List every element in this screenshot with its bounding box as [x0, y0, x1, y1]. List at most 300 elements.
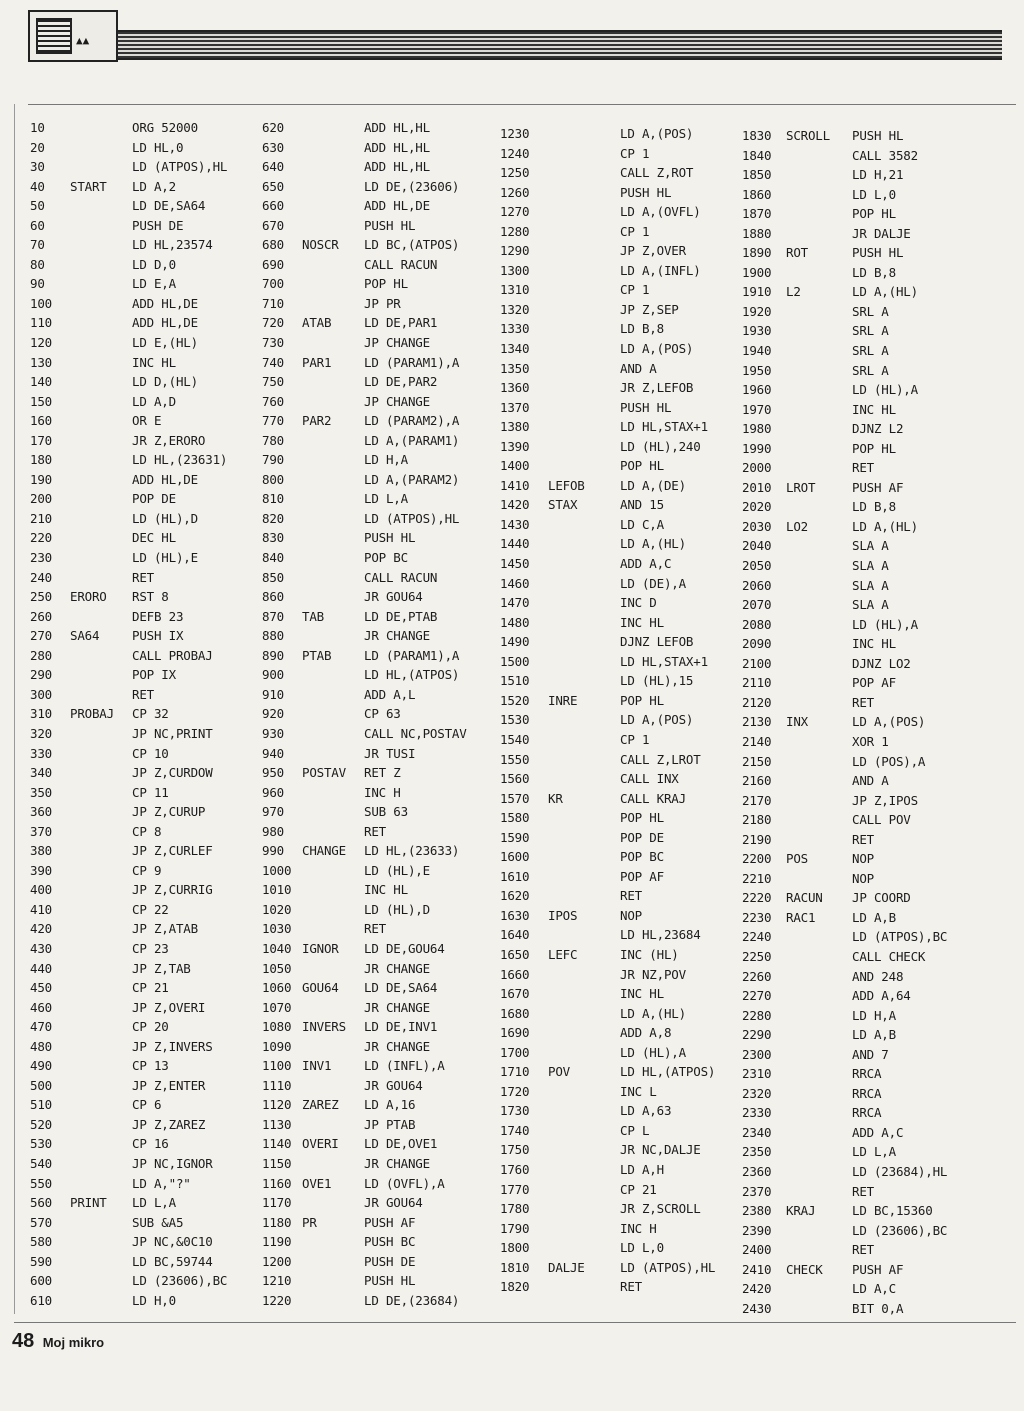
line-number: 890	[262, 647, 284, 663]
code-line	[500, 378, 715, 398]
code-line	[742, 1240, 947, 1260]
line-number: 570	[30, 1214, 52, 1230]
line-number: 1730	[500, 1103, 530, 1119]
line-label: KR	[548, 790, 563, 806]
instruction: LD (POS),A	[852, 753, 926, 769]
line-number: 1570	[500, 790, 530, 806]
code-line	[262, 1134, 467, 1154]
line-number: 520	[30, 1116, 52, 1132]
code-line	[30, 294, 227, 314]
code-line	[30, 1037, 227, 1057]
line-number: 2400	[742, 1242, 772, 1258]
instruction: SLA A	[852, 597, 889, 613]
code-line	[30, 763, 227, 783]
line-label: INX	[786, 714, 808, 730]
code-line	[500, 319, 715, 339]
instruction: SLA A	[852, 538, 889, 554]
instruction: RET	[132, 686, 154, 702]
code-line	[742, 1201, 947, 1221]
line-number: 2340	[742, 1124, 772, 1140]
instruction: XOR 1	[852, 733, 889, 749]
code-line	[500, 984, 715, 1004]
line-number: 670	[262, 217, 284, 233]
code-line	[742, 400, 947, 420]
instruction: CALL RACUN	[364, 569, 438, 585]
code-line	[30, 998, 227, 1018]
line-number: 1500	[500, 653, 530, 669]
instruction: CALL KRAJ	[620, 790, 686, 806]
line-number: 10	[30, 120, 45, 135]
code-line	[742, 947, 947, 967]
instruction: CALL PROBAJ	[132, 647, 213, 663]
code-line	[500, 613, 715, 633]
line-number: 1610	[500, 868, 530, 884]
line-number: 2250	[742, 948, 772, 964]
line-number: 820	[262, 510, 284, 526]
code-line	[500, 222, 715, 242]
instruction: NOP	[852, 870, 874, 886]
code-line	[262, 900, 467, 920]
line-number: 1090	[262, 1038, 292, 1054]
code-line	[742, 282, 947, 302]
line-number: 280	[30, 647, 52, 663]
instruction: LD L,0	[620, 1240, 664, 1256]
instruction: JR TUSI	[364, 745, 416, 761]
instruction: JP Z,CURDOW	[132, 765, 213, 781]
instruction: RST 8	[132, 589, 169, 605]
line-label: ZAREZ	[302, 1097, 339, 1113]
line-number: 1210	[262, 1273, 292, 1289]
instruction: CALL Z,ROT	[620, 165, 694, 181]
instruction: DJNZ L2	[852, 421, 904, 437]
instruction: RET	[132, 569, 154, 585]
code-line	[500, 534, 715, 554]
code-line	[262, 1017, 467, 1037]
code-line	[30, 919, 227, 939]
line-number: 680	[262, 237, 284, 253]
line-number: 1350	[500, 360, 530, 376]
line-number: 1220	[262, 1292, 292, 1308]
line-number: 2410	[742, 1261, 772, 1277]
instruction: POP IX	[132, 667, 176, 683]
magazine-name: Moj mikro	[42, 1335, 105, 1350]
code-line	[262, 880, 467, 900]
line-number: 740	[262, 354, 284, 370]
line-number: 2160	[742, 773, 772, 789]
instruction: LD L,0	[852, 186, 896, 202]
line-label: LEFOB	[548, 477, 585, 493]
code-line	[742, 302, 947, 322]
line-number: 1450	[500, 556, 530, 572]
code-line	[742, 712, 947, 732]
code-line	[30, 861, 227, 881]
line-label: PTAB	[302, 647, 332, 663]
instruction: JP PTAB	[364, 1116, 416, 1132]
line-number: 480	[30, 1038, 52, 1054]
line-number: 1290	[500, 243, 530, 259]
line-number: 1920	[742, 303, 772, 319]
instruction: RRCA	[852, 1105, 882, 1121]
instruction: AND A	[852, 773, 889, 789]
code-line	[262, 548, 467, 568]
code-line	[742, 1025, 947, 1045]
instruction: LD H,A	[852, 1007, 896, 1023]
code-line	[742, 830, 947, 850]
instruction: JP Z,ZAREZ	[132, 1116, 206, 1132]
instruction: LD H,A	[364, 452, 408, 468]
line-number: 970	[262, 804, 284, 820]
instruction: CP 63	[364, 706, 401, 722]
line-label: TAB	[302, 608, 324, 624]
code-line	[500, 1277, 715, 1297]
line-number: 2050	[742, 558, 772, 574]
code-line	[742, 654, 947, 674]
instruction: RRCA	[852, 1085, 882, 1101]
instruction: ADD HL,HL	[364, 159, 430, 175]
line-number: 580	[30, 1234, 52, 1250]
code-line	[500, 456, 715, 476]
code-line	[30, 783, 227, 803]
code-line	[30, 744, 227, 764]
code-line	[262, 998, 467, 1018]
instruction: LD A,B	[852, 909, 896, 925]
instruction: LD (HL),15	[620, 673, 694, 689]
line-number: 450	[30, 980, 52, 996]
code-line	[30, 607, 227, 627]
instruction: PUSH BC	[364, 1234, 416, 1250]
instruction: LD BC,(ATPOS)	[364, 237, 460, 253]
code-line	[262, 353, 467, 373]
line-number: 380	[30, 843, 52, 859]
line-label: ERORO	[70, 589, 107, 605]
instruction: LD L,A	[364, 491, 408, 507]
line-number: 560	[30, 1195, 52, 1211]
code-line	[742, 888, 947, 908]
instruction: CALL Z,LROT	[620, 751, 701, 767]
instruction: ORG 52000	[132, 120, 198, 135]
code-line	[742, 1142, 947, 1162]
code-line	[500, 1101, 715, 1121]
instruction: CP L	[620, 1122, 650, 1138]
code-line	[262, 177, 467, 197]
code-line	[30, 646, 227, 666]
line-number: 1360	[500, 380, 530, 396]
line-number: 770	[262, 413, 284, 429]
instruction: DJNZ LO2	[852, 655, 911, 671]
line-number: 1870	[742, 206, 772, 222]
code-line	[500, 671, 715, 691]
code-line	[742, 869, 947, 889]
line-number: 2240	[742, 929, 772, 945]
line-label: DALJE	[548, 1259, 585, 1275]
line-number: 1850	[742, 167, 772, 183]
left-divider	[14, 104, 15, 1314]
line-number: 1310	[500, 282, 530, 298]
line-number: 330	[30, 745, 52, 761]
instruction: LD A,(HL)	[852, 518, 918, 534]
code-line	[30, 411, 227, 431]
line-number: 1860	[742, 186, 772, 202]
instruction: POP HL	[620, 810, 664, 826]
line-number: 100	[30, 295, 52, 311]
instruction: BIT 0,A	[852, 1300, 904, 1316]
line-number: 980	[262, 823, 284, 839]
listing-column-2	[262, 118, 467, 1310]
instruction: LD B,8	[852, 264, 896, 280]
line-number: 1990	[742, 440, 772, 456]
line-number: 2380	[742, 1203, 772, 1219]
code-line	[30, 880, 227, 900]
code-line	[262, 118, 467, 138]
instruction: OR E	[132, 413, 162, 429]
line-number: 1600	[500, 849, 530, 865]
instruction: LD (PARAM1),A	[364, 354, 460, 370]
line-number: 1670	[500, 986, 530, 1002]
instruction: LD A,C	[852, 1281, 896, 1297]
instruction: JP NC,IGNOR	[132, 1155, 213, 1171]
instruction: LD B,8	[620, 321, 664, 337]
line-number: 2300	[742, 1046, 772, 1062]
instruction: JR CHANGE	[364, 999, 430, 1015]
line-number: 1300	[500, 262, 530, 278]
line-number: 1480	[500, 614, 530, 630]
instruction: POP DE	[132, 491, 176, 507]
instruction: LD (HL),A	[852, 382, 918, 398]
code-line	[30, 626, 227, 646]
code-line	[500, 652, 715, 672]
code-line	[262, 274, 467, 294]
line-number: 500	[30, 1077, 52, 1093]
line-number: 1080	[262, 1019, 292, 1035]
code-line	[742, 458, 947, 478]
line-number: 320	[30, 725, 52, 741]
code-line	[742, 146, 947, 166]
line-label: GOU64	[302, 980, 339, 996]
line-number: 1410	[500, 477, 530, 493]
instruction: RET Z	[364, 765, 401, 781]
instruction: LD A,(DE)	[620, 477, 686, 493]
line-number: 700	[262, 276, 284, 292]
code-line	[262, 802, 467, 822]
instruction: RET	[852, 460, 874, 476]
instruction: LD (23606),BC	[132, 1273, 228, 1289]
code-line	[742, 419, 947, 439]
line-number: 1790	[500, 1220, 530, 1236]
code-line	[500, 202, 715, 222]
instruction: INC HL	[364, 882, 408, 898]
instruction: INC HL	[852, 636, 896, 652]
instruction: ADD HL,DE	[132, 471, 198, 487]
instruction: LD A,H	[620, 1161, 664, 1177]
line-number: 1170	[262, 1195, 292, 1211]
code-line	[30, 1213, 227, 1233]
instruction: SLA A	[852, 558, 889, 574]
code-line	[262, 626, 467, 646]
instruction: POP HL	[852, 440, 896, 456]
code-line	[30, 724, 227, 744]
instruction: POP AF	[852, 675, 896, 691]
line-number: 1980	[742, 421, 772, 437]
line-number: 620	[262, 120, 284, 135]
code-line	[500, 730, 715, 750]
line-number: 1440	[500, 536, 530, 552]
instruction: LD HL,(ATPOS)	[620, 1064, 716, 1080]
instruction: JP Z,ENTER	[132, 1077, 206, 1093]
line-number: 1130	[262, 1116, 292, 1132]
code-line	[262, 665, 467, 685]
code-line	[742, 1162, 947, 1182]
line-number: 1510	[500, 673, 530, 689]
instruction: LD A,(POS)	[620, 126, 694, 141]
code-line	[500, 593, 715, 613]
instruction: LD (HL),E	[132, 550, 198, 566]
line-number: 1470	[500, 595, 530, 611]
line-number: 1900	[742, 264, 772, 280]
instruction: AND A	[620, 360, 657, 376]
instruction: LD A,16	[364, 1097, 416, 1113]
line-number: 1380	[500, 419, 530, 435]
instruction: LD H,21	[852, 167, 904, 183]
listing-column-1	[30, 118, 227, 1310]
line-number: 110	[30, 315, 52, 331]
instruction: LD D,0	[132, 256, 176, 272]
instruction: JP CHANGE	[364, 393, 430, 409]
instruction: PUSH HL	[364, 217, 416, 233]
code-line	[262, 1095, 467, 1115]
code-line	[30, 822, 227, 842]
instruction: LD DE,PTAB	[364, 608, 438, 624]
instruction: LD (DE),A	[620, 575, 686, 591]
code-line	[30, 255, 227, 275]
instruction: LD C,A	[620, 516, 664, 532]
line-number: 1060	[262, 980, 292, 996]
line-number: 790	[262, 452, 284, 468]
line-number: 20	[30, 139, 45, 155]
line-label: PR	[302, 1214, 317, 1230]
line-number: 1530	[500, 712, 530, 728]
line-number: 1330	[500, 321, 530, 337]
code-line	[500, 632, 715, 652]
line-number: 1560	[500, 771, 530, 787]
line-number: 1780	[500, 1201, 530, 1217]
listing-column-3	[500, 124, 715, 1297]
instruction: LD BC,15360	[852, 1203, 933, 1219]
line-number: 1680	[500, 1005, 530, 1021]
code-line	[742, 634, 947, 654]
instruction: LD (ATPOS),BC	[852, 929, 948, 945]
instruction: POP BC	[620, 849, 664, 865]
code-line	[30, 1232, 227, 1252]
code-line	[742, 1182, 947, 1202]
code-line	[742, 517, 947, 537]
instruction: RET	[852, 831, 874, 847]
line-number: 1070	[262, 999, 292, 1015]
line-number: 1140	[262, 1136, 292, 1152]
code-line	[30, 528, 227, 548]
instruction: LD (ATPOS),HL	[620, 1259, 716, 1275]
line-number: 630	[262, 139, 284, 155]
line-number: 1100	[262, 1058, 292, 1074]
line-number: 1740	[500, 1122, 530, 1138]
line-number: 920	[262, 706, 284, 722]
code-line	[500, 183, 715, 203]
line-number: 2180	[742, 812, 772, 828]
instruction: PUSH AF	[852, 1261, 904, 1277]
code-line	[262, 704, 467, 724]
line-label: POV	[548, 1064, 570, 1080]
instruction: LD (HL),D	[132, 510, 198, 526]
instruction: LD (ATPOS),HL	[364, 510, 460, 526]
code-line	[742, 1045, 947, 1065]
code-line	[30, 1095, 227, 1115]
code-line	[500, 144, 715, 164]
instruction: SRL A	[852, 323, 889, 339]
line-number: 2060	[742, 577, 772, 593]
line-number: 1280	[500, 223, 530, 239]
code-line	[500, 261, 715, 281]
line-number: 860	[262, 589, 284, 605]
line-label: IPOS	[548, 907, 578, 923]
line-number: 300	[30, 686, 52, 702]
code-line	[30, 568, 227, 588]
line-number: 1590	[500, 829, 530, 845]
line-number: 1630	[500, 907, 530, 923]
line-number: 490	[30, 1058, 52, 1074]
line-number: 1840	[742, 147, 772, 163]
code-line	[500, 1160, 715, 1180]
line-number: 2140	[742, 733, 772, 749]
line-label: PAR2	[302, 413, 332, 429]
code-line	[500, 1121, 715, 1141]
line-number: 1970	[742, 401, 772, 417]
instruction: JP NC,&0C10	[132, 1234, 213, 1250]
code-line	[262, 1174, 467, 1194]
line-number: 600	[30, 1273, 52, 1289]
line-number: 1400	[500, 458, 530, 474]
line-number: 1490	[500, 634, 530, 650]
code-line	[262, 646, 467, 666]
line-number: 2090	[742, 636, 772, 652]
code-line	[262, 724, 467, 744]
instruction: LD A,(HL)	[620, 1005, 686, 1021]
code-line	[262, 157, 467, 177]
code-line	[742, 536, 947, 556]
instruction: JP Z,OVER	[620, 243, 686, 259]
line-label: POSTAV	[302, 765, 346, 781]
line-number: 350	[30, 784, 52, 800]
instruction: JR CHANGE	[364, 960, 430, 976]
line-number: 120	[30, 335, 52, 351]
line-number: 2030	[742, 518, 772, 534]
instruction: POP HL	[852, 206, 896, 222]
instruction: JP Z,CURUP	[132, 804, 206, 820]
line-number: 470	[30, 1019, 52, 1035]
line-number: 1180	[262, 1214, 292, 1230]
code-line	[30, 372, 227, 392]
line-number: 1520	[500, 692, 530, 708]
code-line	[742, 1084, 947, 1104]
instruction: JP Z,INVERS	[132, 1038, 213, 1054]
code-line	[262, 919, 467, 939]
code-line	[262, 841, 467, 861]
instruction: POP HL	[364, 276, 408, 292]
instruction: LD A,(PARAM2)	[364, 471, 460, 487]
line-number: 250	[30, 589, 52, 605]
line-number: 1640	[500, 927, 530, 943]
instruction: PUSH DE	[364, 1253, 416, 1269]
instruction: AND 7	[852, 1046, 889, 1062]
code-line	[30, 959, 227, 979]
